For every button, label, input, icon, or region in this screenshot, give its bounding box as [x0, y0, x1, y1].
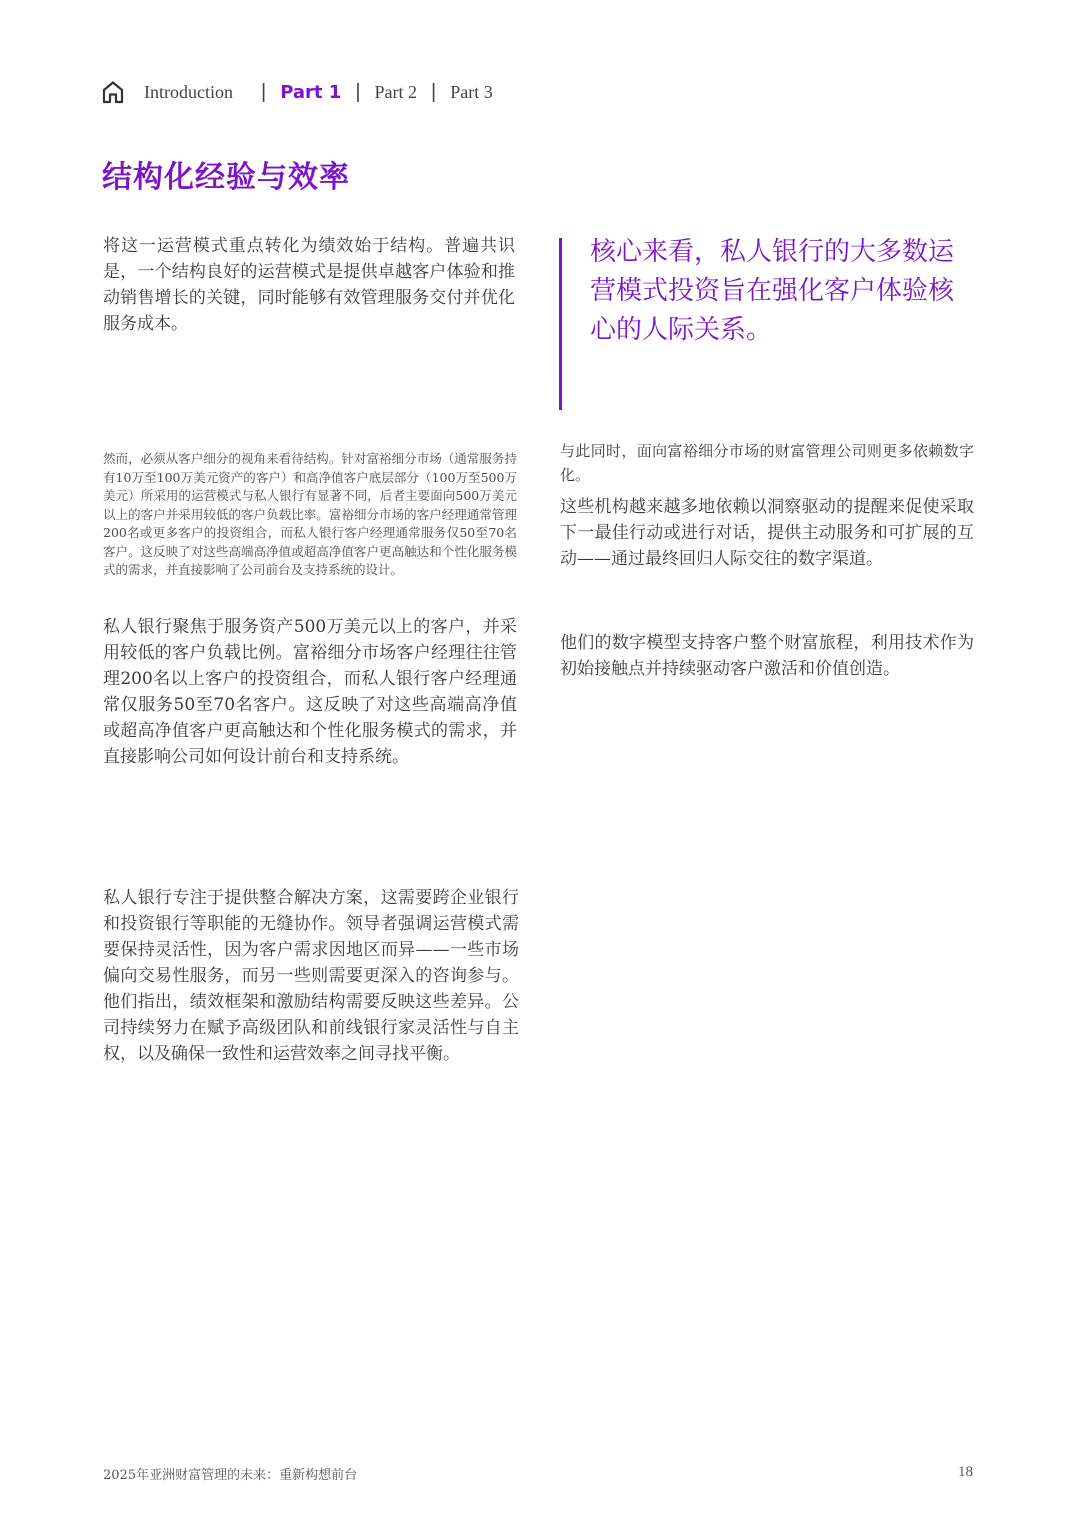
pull-quote: 核心来看，私人银行的大多数运营模式投资旨在强化客户体验核心的人际关系。	[590, 237, 955, 345]
insight-paragraph: 这些机构越来越多地依赖以洞察驱动的提醒来促使采取下一最佳行动或进行对话，提供主动服务和可扩展的互动——通过最终回归人际交往的数字渠道。	[560, 497, 974, 569]
private-bank-paragraph: 私人银行聚焦于服务资产500万美元以上的客户，并采用较低的客户负载比例。富裕细分市场客户经理往往管理200名以上客户的投资组合，而私人银行客户经理通常仅服务50至70名客户。这反映了对这些高端高净值或超高净值客户更高触达和个性化服务模式的需求，并直接影响公司如何设计前台和支持系统。	[103, 617, 517, 767]
digital-paragraph: 与此同时，面向富裕细分市场的财富管理公司则更多依赖数字化。	[560, 442, 974, 484]
integrated-solutions-paragraph: 私人银行专注于提供整合解决方案，这需要跨企业银行和投资银行等职能的无缝协作。领导者强调运营模式需要保持灵活性，因为客户需求因地区而异——一些市场偏向交易性服务，而另一些则需要更深入的咨询参与。他们指出，绩效框架和激励结构需要反映这些差异。公司持续努力在赋予高级团队和前线银行家灵活性与自主权，以及确保一致性和运营效率之间寻找平衡。	[103, 888, 519, 1064]
pull-quote-bar	[559, 238, 562, 410]
intro-paragraph: 将这一运营模式重点转化为绩效始于结构。普遍共识是，一个结构良好的运营模式是提供卓越客户体验和推动销售增长的关键，同时能够有效管理服务交付并优化服务成本。	[103, 236, 515, 334]
page-number: 18	[958, 1464, 973, 1480]
digital-model-paragraph: 他们的数字模型支持客户整个财富旅程，利用技术作为初始接触点并持续驱动客户激活和价值创造。	[560, 633, 974, 679]
footer-title: 2025年亚洲财富管理的未来：重新构想前台	[103, 1468, 358, 1483]
nav-introduction[interactable]: Introduction	[144, 81, 233, 102]
nav-part-2[interactable]: Part 2	[374, 81, 418, 102]
nav-separator: |	[431, 80, 437, 103]
top-navigation	[100, 76, 493, 108]
home-icon[interactable]	[100, 79, 126, 105]
segment-paragraph-small: 然而，必须从客户细分的视角来看待结构。针对富裕细分市场（通常服务持有10万至100万美元资产的客户）和高净值客户底层部分（100万至500万美元）所采用的运营模式与私人银行有显著不同，后者主要面向500万美元以上的客户并采用较低的客户负载比率。富裕细分市场的客户经理通常管理200名或更多客户的投资组合，而私人银行客户经理通常服务仅50至70名客户。这反映了对这些高端高净值或超高净值客户更高触达和个性化服务模式的需求，并直接影响了公司前台及支持系统的设计。	[103, 451, 517, 577]
nav-separator: |	[355, 80, 361, 103]
page-title: 结构化经验与效率	[102, 160, 350, 195]
nav-separator: |	[260, 80, 267, 103]
nav-part-1[interactable]: Part 1	[280, 81, 342, 103]
nav-part-3[interactable]: Part 3	[450, 81, 493, 102]
